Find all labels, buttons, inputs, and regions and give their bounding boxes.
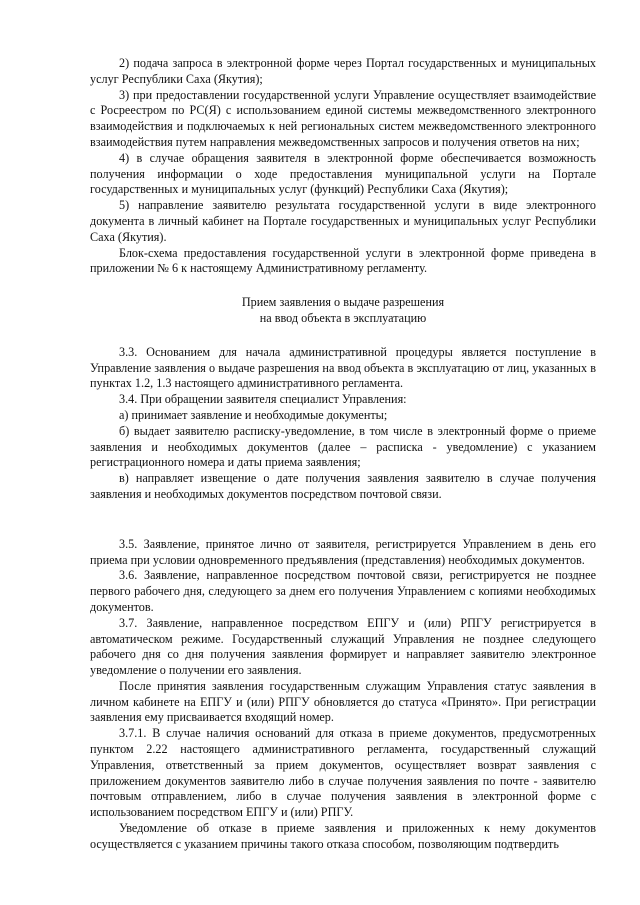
section-heading-line-1: Прием заявления о выдаче разрешения (241, 295, 445, 310)
paragraph-3-3: 3.3. Основанием для начала административной процедуры является поступление в Управление заявления о выдаче разрешения на ввод объекта в эксплуатацию от лиц, указанных в пунктах 1.2, 1.3 настоящего административного регламента. (90, 344, 596, 391)
document-body (90, 56, 596, 853)
section-heading-line-2: на ввод объекта в эксплуатацию (259, 310, 427, 325)
paragraph-item-4: 4) в случае обращения заявителя в электронной форме обеспечивается возможность получения информации о ходе предоставления муниципальной услуги на Портале государственных и муниципальных услуг (функций) Республики Саха (Якутия); (90, 150, 596, 197)
paragraph-3-7: 3.7. Заявление, направленное посредством ЕПГУ и (или) РПГУ регистрируется в автоматическом режиме. Государственный служащий Управления не позднее следующего рабочего дня со дня получения заявления формирует и направляет заявителю электронное уведомление о получении его заявления. (90, 615, 596, 678)
paragraph-refusal-notice: Уведомление об отказе в приеме заявления и приложенных к нему документов осуществляется с указанием причины такого отказа способом, позволяющим подтвердить (90, 821, 596, 851)
paragraph-status-update: После принятия заявления государственным служащим Управления статус заявления в личном кабинете на ЕПГУ и (или) РПГУ обновляется до статуса «Принято». При регистрации заявления ему присваивается входящий номер. (90, 678, 596, 725)
paragraph-item-5: 5) направление заявителю результата государственной услуги в виде электронного документа в личный кабинет на Портале государственных и муниципальных услуг Республики Саха (Якутия). (90, 198, 596, 244)
paragraph-3-4-b: б) выдает заявителю расписку-уведомление, в том числе в электронный форме о приеме заявления и необходимых документов (далее – расписка - уведомление) с указанием регистрационного номера и даты приема заявления; (90, 423, 596, 470)
spacer (90, 503, 596, 537)
spacer (90, 277, 596, 295)
paragraph-3-4: 3.4. При обращении заявителя специалист Управления: (119, 392, 407, 407)
paragraph-3-4-v: в) направляет извещение о дате получения заявления заявителю в случае получения заявления и необходимых документов посредством почтовой связи. (90, 471, 596, 501)
paragraph-3-4-a: а) принимает заявление и необходимые документы; (119, 407, 388, 422)
spacer (90, 327, 596, 345)
paragraph-item-3: 3) при предоставлении государственной услуги Управление осуществляет взаимодействие с Росреестром по РС(Я) с использованием единой системы межведомственного электронного взаимодействия и подключаемых к ней региональных систем межведомственного электронного взаимодействия путем направления межведомственных запросов и получения ответов на них; (90, 87, 596, 149)
paragraph-flowchart-note: Блок-схема предоставления государственной услуги в электронной форме приведена в приложении № 6 к настоящему Административному регламенту. (90, 245, 596, 276)
paragraph-3-5: 3.5. Заявление, принятое лично от заявителя, регистрируется Управлением в день его приема при условии одновременного предъявления (представления) необходимых документов. (90, 536, 596, 567)
paragraph-3-6: 3.6. Заявление, направленное посредством почтовой связи, регистрируется не позднее первого рабочего дня, следующего за днем его получения Управлением с копиями необходимых документов. (90, 568, 596, 614)
paragraph-item-2: 2) подача запроса в электронной форме через Портал государственных и муниципальных услуг Республики Саха (Якутия); (90, 56, 596, 86)
paragraph-3-7-1: 3.7.1. В случае наличия оснований для отказа в приеме документов, предусмотренных пунктом 2.22 настоящего административного регламента, государственный служащий Управления, ответственный за прием документов, осуществляет возврат заявления с приложением документов заявителю либо в случае получения заявления по почте - заявителю почтовым отправлением, либо в случае получения заявления в электронной форме с использованием посредством ЕПГУ и (или) РПГУ. (90, 726, 596, 820)
